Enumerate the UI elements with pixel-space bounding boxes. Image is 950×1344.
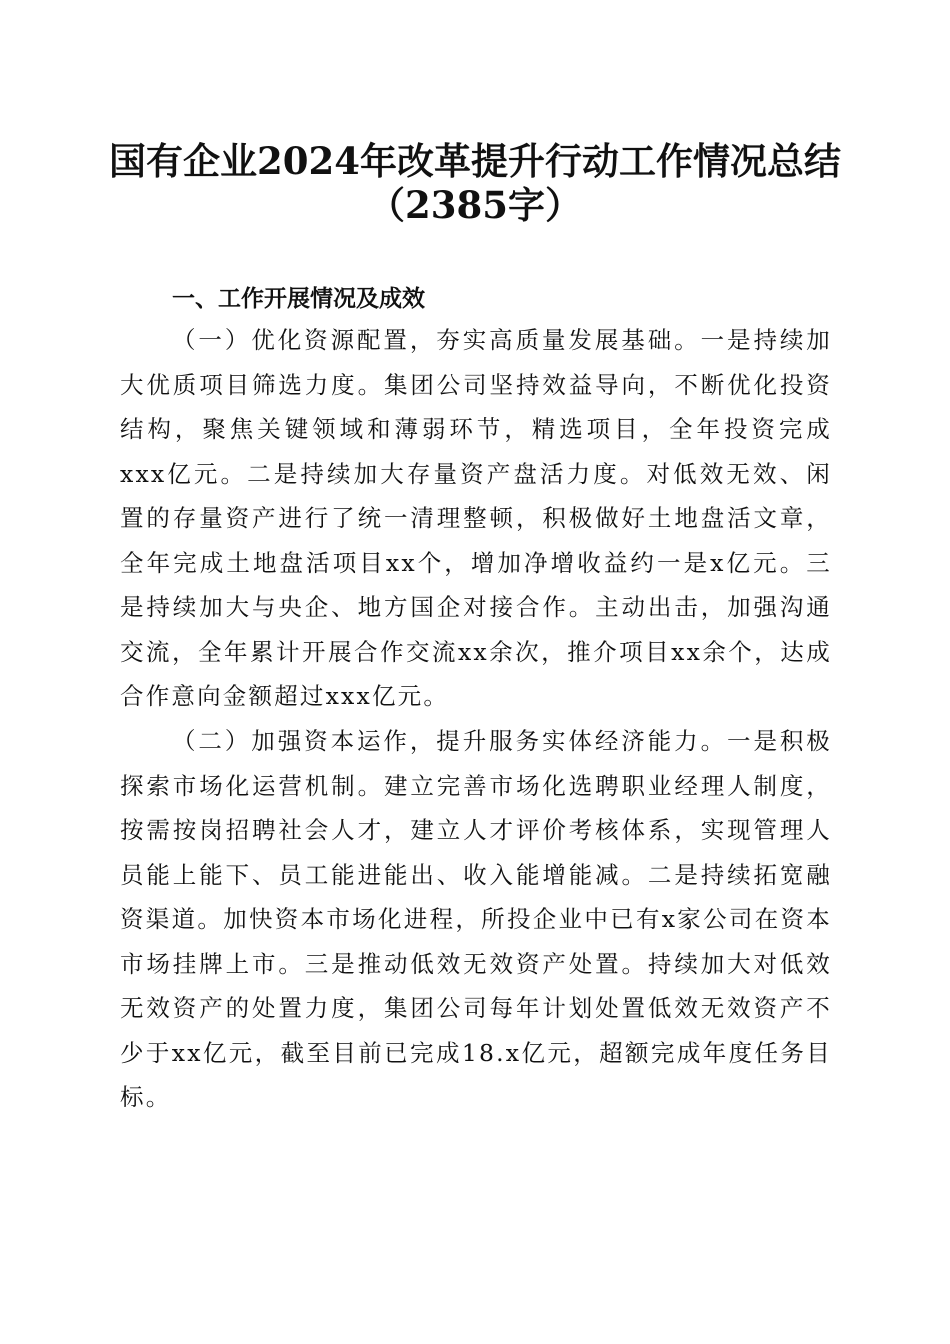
paragraph-optimize-resources: （一）优化资源配置，夯实高质量发展基础。一是持续加大优质项目筛选力度。集团公司坚持效益导向，不断优化投资结构，聚焦关键领域和薄弱环节，精选项目，全年投资完成xxx亿元。二是持续加大存量资产盘活力度。对低效无效、闲置的存量资产进行了统一清理整顿，积极做好土地盘活文章，全年完成土地盘活项目xx个，增加净增收益约一是x亿元。三是持续加大与央企、地方国企对接合作。主动出击，加强沟通交流，全年累计开展合作交流xx余次，推介项目xx余个，达成合作意向金额超过xxx亿元。 bbox=[120, 326, 832, 710]
document-title: 国有企业2024年改革提升行动工作情况总结 bbox=[109, 139, 841, 183]
section-heading: 一、工作开展情况及成效 bbox=[172, 286, 425, 312]
document-title-wordcount: （2385字） bbox=[368, 183, 582, 227]
paragraph-capital-operation: （二）加强资本运作，提升服务实体经济能力。一是积极探索市场化运营机制。建立完善市场化选聘职业经理人制度，按需按岗招聘社会人才，建立人才评价考核体系，实现管理人员能上能下、员工能进能出、收入能增能减。二是持续拓宽融资渠道。加快资本市场化进程，所投企业中已有x家公司在资本市场挂牌上市。三是推动低效无效资产处置。持续加大对低效无效资产的处置力度，集团公司每年计划处置低效无效资产不少于xx亿元，截至目前已完成18.x亿元，超额完成年度任务目标。 bbox=[120, 727, 832, 1111]
